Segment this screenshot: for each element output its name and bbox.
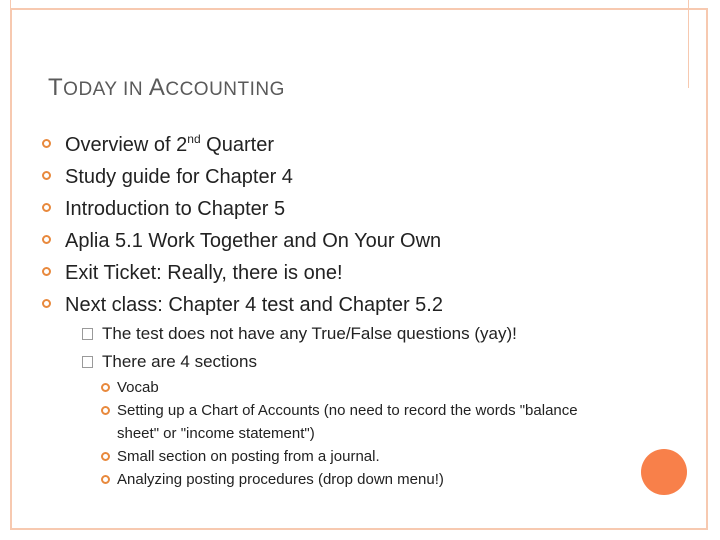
circle-bullet-icon (101, 383, 110, 392)
section-item (100, 399, 580, 445)
section-text: Analyzing posting procedures (drop down menu!) (117, 471, 444, 488)
section-item (100, 445, 580, 468)
slide-title (48, 74, 285, 102)
bullet-text: Quarter (200, 134, 274, 156)
bullet-item (42, 162, 443, 194)
circle-bullet-icon (42, 299, 51, 308)
bullet-text: Next class: Chapter 4 test and Chapter 5.2 (65, 294, 443, 316)
circle-bullet-icon (42, 267, 51, 276)
square-bullet-icon (82, 356, 93, 368)
bullet-item (42, 258, 443, 290)
square-bullet-icon (82, 328, 93, 340)
sub-bullet-text: There are 4 sections (102, 352, 257, 371)
circle-bullet-icon (101, 452, 110, 461)
title-rest-2: CCOUNTING (165, 79, 285, 100)
circle-bullet-icon (42, 139, 51, 148)
bullet-text: Study guide for Chapter 4 (65, 166, 293, 188)
section-text: Vocab (117, 379, 159, 396)
bullet-item (42, 194, 443, 226)
sub-bullet-text: The test does not have any True/False questions (yay)! (102, 324, 517, 343)
section-item (100, 376, 580, 399)
section-item (100, 468, 580, 491)
title-cap-t: T (48, 74, 64, 101)
bullet-text: Exit Ticket: Really, there is one! (65, 262, 343, 284)
decorative-circle (641, 449, 687, 495)
ordinal-suffix: nd (187, 132, 201, 146)
main-bullet-list (42, 130, 443, 322)
sub-bullet-list (82, 321, 517, 377)
bullet-text: Introduction to Chapter 5 (65, 198, 286, 220)
circle-bullet-icon (101, 406, 110, 415)
bullet-item (42, 290, 443, 322)
title-cap-a: A (148, 74, 166, 101)
bullet-text: Overview of 2 (65, 134, 188, 156)
circle-bullet-icon (42, 171, 51, 180)
section-text: Small section on posting from a journal. (117, 448, 380, 465)
sub-bullet-item (82, 321, 517, 349)
section-list (100, 376, 580, 491)
sub-bullet-item (82, 349, 517, 377)
circle-bullet-icon (42, 235, 51, 244)
circle-bullet-icon (42, 203, 51, 212)
bullet-item (42, 226, 443, 258)
frame-top-rule (10, 0, 11, 8)
section-text: Setting up a Chart of Accounts (no need to record the words "balance sheet" or "income statement") (117, 402, 578, 442)
title-rest-1: ODAY IN (63, 79, 149, 100)
circle-bullet-icon (101, 475, 110, 484)
bullet-item (42, 130, 443, 162)
bullet-text: Aplia 5.1 Work Together and On Your Own (65, 230, 442, 252)
